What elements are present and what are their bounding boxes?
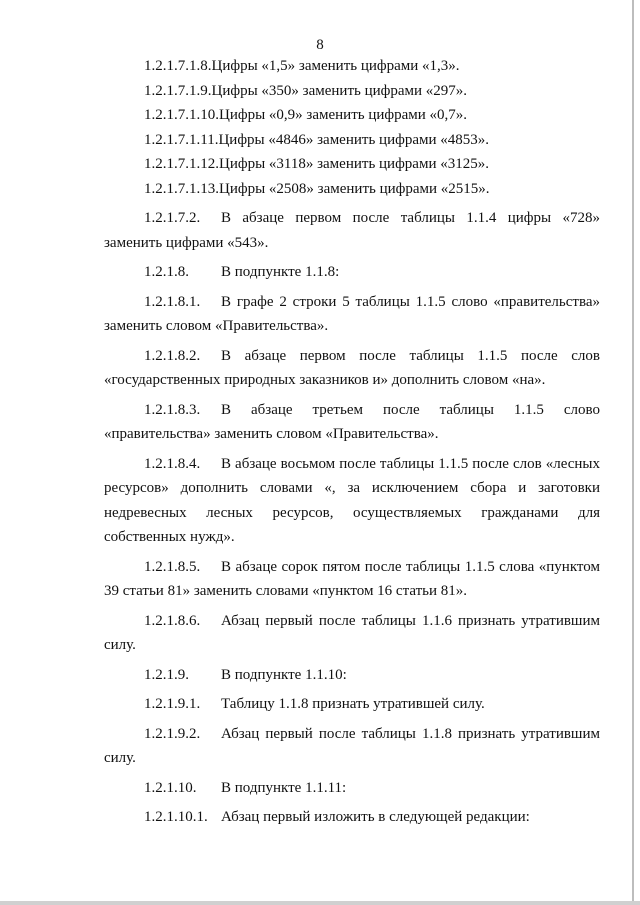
paragraph-1-2-1-10-1 xyxy=(104,805,600,830)
paragraph-number: 1.2.1.9. xyxy=(144,666,189,683)
paragraph-text: Абзац первый после таблицы 1.1.6 признать утратившим силу. xyxy=(104,612,600,653)
paragraph-text: Цифры «2508» заменить цифрами «2515». xyxy=(219,180,490,197)
paragraph-1-2-1-9-2 xyxy=(104,722,600,771)
paragraph-number: 1.2.1.8.6. xyxy=(144,612,201,629)
paragraph-number: 1.2.1.8.3. xyxy=(144,401,201,418)
paragraph-number: 1.2.1.9.1. xyxy=(144,696,201,712)
paragraph-1-2-1-9 xyxy=(104,663,600,688)
paragraph-1-2-1-9-1 xyxy=(104,692,600,717)
paragraph-1-2-1-7-1-9 xyxy=(104,79,600,104)
paragraph-text: В графе 2 строки 5 таблицы 1.1.5 слово «правительства» заменить словом «Правительства». xyxy=(104,293,600,334)
paragraph-number: 1.2.1.7.1.11. xyxy=(144,131,219,148)
paragraph-number: 1.2.1.7.1.8. xyxy=(144,58,212,74)
paragraph-1-2-1-8-3 xyxy=(104,398,600,447)
paragraph-text: Абзац первый изложить в следующей редакции: xyxy=(221,809,530,825)
paragraph-1-2-1-8-5 xyxy=(104,555,600,604)
paragraph-1-2-1-8-2 xyxy=(104,344,600,393)
paragraph-text: В подпункте 1.1.8: xyxy=(221,264,340,280)
page-number: 8 xyxy=(316,37,324,53)
paragraph-number: 1.2.1.10. xyxy=(144,779,197,796)
paragraph-text: Цифры «3118» заменить цифрами «3125». xyxy=(219,156,489,172)
paragraph-text: Цифры «0,9» заменить цифрами «0,7». xyxy=(219,107,468,123)
paragraph-text: В абзаце восьмом после таблицы 1.1.5 после слов «лесных ресурсов» дополнить словами «, за исключением сбора и заготовки недревесных лесных ресурсов, осуществляемых гражданами для собственных нужд». xyxy=(104,455,600,545)
paragraph-text: В подпункте 1.1.10: xyxy=(221,666,347,683)
scan-right-edge xyxy=(632,0,634,905)
paragraph-1-2-1-7-1-10 xyxy=(104,103,600,128)
paragraph-1-2-1-10 xyxy=(104,776,600,801)
paragraph-number: 1.2.1.7.1.9. xyxy=(144,82,212,99)
paragraph-text: В абзаце сорок пятом после таблицы 1.1.5 слова «пунктом 39 статьи 81» заменить словами «пунктом 16 статьи 81». xyxy=(104,558,600,599)
paragraph-text: Цифры «350» заменить цифрами «297». xyxy=(211,82,468,99)
paragraph-text: Таблицу 1.1.8 признать утратившей силу. xyxy=(221,696,485,712)
paragraph-1-2-1-7-1-13 xyxy=(104,177,600,202)
paragraph-text: В абзаце третьем после таблицы 1.1.5 слово «правительства» заменить словом «Правительства». xyxy=(104,401,600,442)
paragraph-text: Цифры «4846» заменить цифрами «4853». xyxy=(218,131,489,148)
paragraph-number: 1.2.1.8.5. xyxy=(144,558,201,575)
paragraph-1-2-1-7-1-8 xyxy=(104,54,600,79)
paragraph-text: В абзаце первом после таблицы 1.1.5 после слов «государственных природных заказников и» дополнить словом «на». xyxy=(104,347,600,388)
paragraph-number: 1.2.1.7.2. xyxy=(144,210,201,226)
paragraph-1-2-1-8-4 xyxy=(104,452,600,550)
paragraph-1-2-1-8-6 xyxy=(104,609,600,658)
paragraph-number: 1.2.1.8.2. xyxy=(144,347,201,364)
paragraph-number: 1.2.1.8.1. xyxy=(144,293,201,310)
paragraph-1-2-1-7-2 xyxy=(104,206,600,255)
paragraph-number: 1.2.1.10.1. xyxy=(144,809,208,825)
paragraph-text: В абзаце первом после таблицы 1.1.4 цифры «728» заменить цифрами «543». xyxy=(104,210,600,251)
paragraph-1-2-1-7-1-12 xyxy=(104,152,600,177)
paragraph-number: 1.2.1.8.4. xyxy=(144,455,201,472)
paragraph-number: 1.2.1.8. xyxy=(144,264,189,280)
paragraph-text: Цифры «1,5» заменить цифрами «1,3». xyxy=(211,58,460,74)
paragraph-text: В подпункте 1.1.11: xyxy=(221,779,347,796)
paragraph-number: 1.2.1.7.1.13. xyxy=(144,180,219,197)
paragraph-1-2-1-8 xyxy=(104,260,600,285)
paragraph-number: 1.2.1.7.1.10. xyxy=(144,107,219,123)
paragraph-1-2-1-8-1 xyxy=(104,290,600,339)
document-body xyxy=(104,54,600,830)
scan-bottom-edge xyxy=(0,901,640,905)
paragraph-text: Абзац первый после таблицы 1.1.8 признать утратившим силу. xyxy=(104,725,600,766)
paragraph-number: 1.2.1.9.2. xyxy=(144,725,201,742)
paragraph-1-2-1-7-1-11 xyxy=(104,128,600,153)
paragraph-number: 1.2.1.7.1.12. xyxy=(144,156,219,172)
